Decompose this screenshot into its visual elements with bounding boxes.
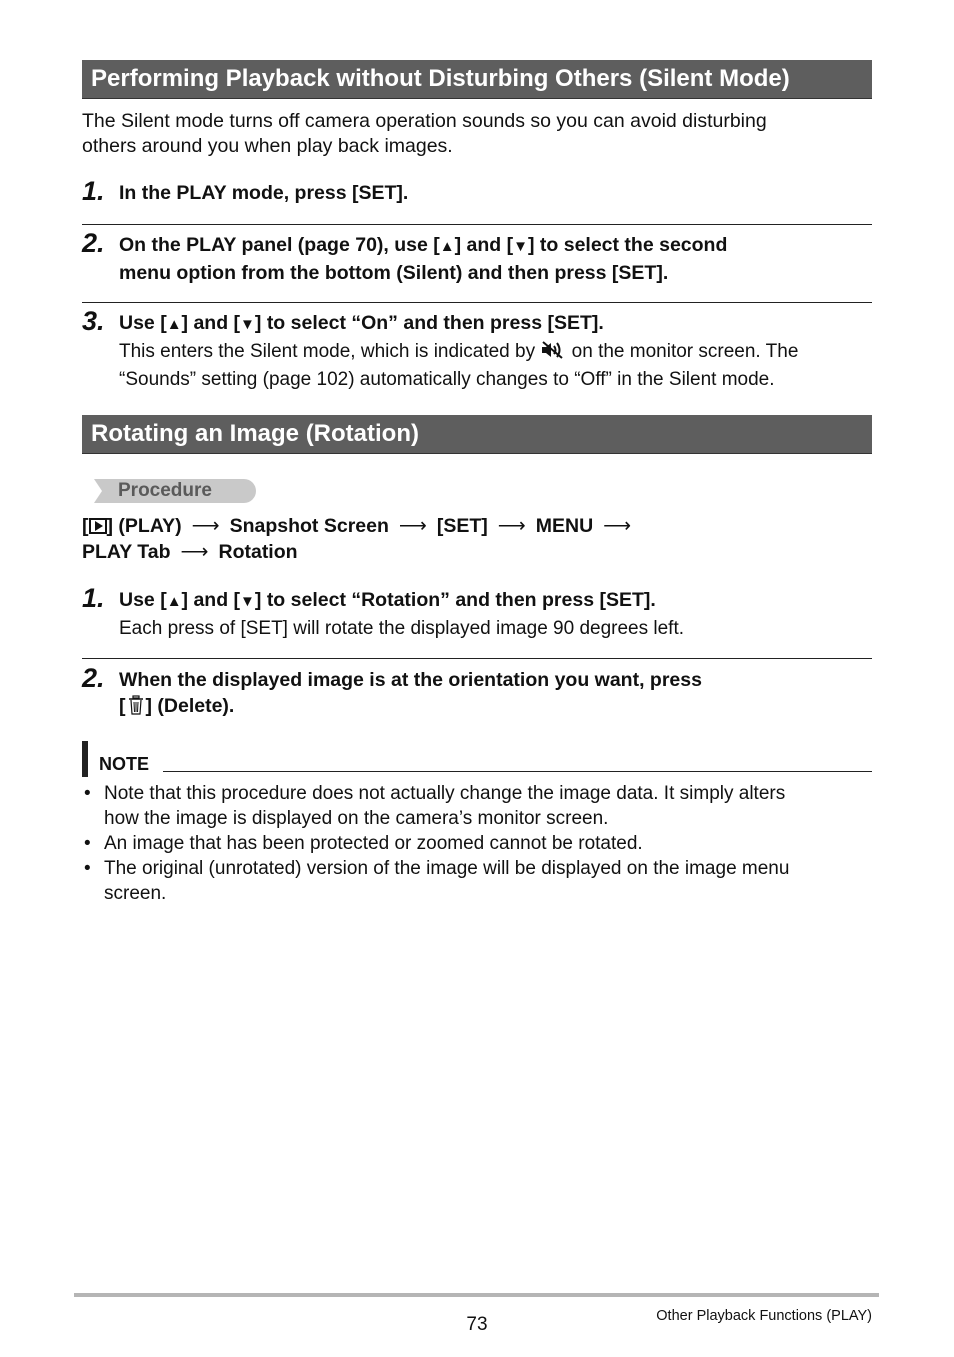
step-text-part: ] to select “Rotation” and then press [SET]. [254, 589, 656, 611]
procedure-tag [84, 479, 256, 503]
step-sub-part: “Sounds” setting (page 102) automatically changes to “Off” in the Silent mode. [119, 369, 775, 390]
menu-path-part: PLAY Tab [82, 541, 171, 563]
menu-path-part: [SET] [436, 515, 488, 537]
step-sub-part: This enters the Silent mode, which is indicated by [119, 341, 541, 362]
step-text [119, 587, 872, 615]
step-text-part: ] and [ [454, 234, 514, 256]
down-arrow-icon: ▼ [240, 316, 255, 333]
up-arrow-icon: ▲ [166, 593, 182, 610]
step-description [119, 339, 872, 392]
step-text-part: ] and [ [181, 312, 241, 334]
step-text-part: ] to select “On” and then press [SET]. [254, 312, 604, 334]
step-text-part: Use [ [119, 589, 167, 611]
step-text-part: menu option from the bottom (Silent) and then press [SET]. [119, 262, 669, 284]
procedure-tag-notch [84, 479, 94, 503]
right-arrow-icon: ⟶ [180, 541, 209, 563]
step-text-part: ] (Delete). [145, 695, 235, 717]
menu-path-part: Rotation [218, 541, 298, 563]
menu-path-line-2 [82, 539, 298, 565]
note-label: NOTE [99, 754, 150, 774]
bullet-icon: • [84, 783, 91, 804]
intro-paragraph [82, 109, 872, 159]
step-text [119, 310, 872, 338]
menu-path-part: [ [82, 515, 89, 537]
intro-line: The Silent mode turns off camera operation sounds so you can avoid disturbing [82, 110, 767, 132]
right-arrow-icon: ⟶ [191, 515, 220, 537]
menu-path-part: MENU [535, 515, 594, 537]
right-arrow-icon: ⟶ [398, 515, 427, 537]
step-number: 1. [82, 583, 105, 613]
silent-mode-icon [540, 340, 566, 367]
up-arrow-icon: ▲ [439, 238, 455, 255]
up-arrow-icon: ▲ [166, 316, 182, 333]
right-arrow-icon: ⟶ [497, 515, 526, 537]
step-divider [82, 224, 872, 225]
menu-path-line-1 [82, 513, 641, 539]
step-text: In the PLAY mode, press [SET]. [119, 182, 409, 204]
bullet-icon: • [84, 833, 91, 854]
note-marker [82, 741, 88, 777]
step-number: 3. [82, 306, 105, 336]
step-text-part: On the PLAY panel (page 70), use [ [119, 234, 440, 256]
note-line: The original (unrotated) version of the image will be displayed on the image menu [104, 858, 790, 879]
step-text [119, 232, 872, 286]
menu-path-part: ] (PLAY) [106, 515, 182, 537]
note-line: An image that has been protected or zoomed cannot be rotated. [104, 833, 643, 854]
page-number: 73 [466, 1314, 488, 1335]
step-text-part: Use [ [119, 312, 167, 334]
step-text-part: When the displayed image is at the orientation you want, press [119, 669, 702, 691]
step-text-part: [ [119, 695, 126, 717]
right-arrow-icon: ⟶ [603, 515, 632, 537]
step-description: Each press of [SET] will rotate the displayed image 90 degrees left. [119, 618, 685, 639]
trash-icon [126, 695, 146, 722]
note-rule [163, 771, 872, 772]
step-sub-part: on the monitor screen. The [566, 341, 799, 362]
section-heading-silent-mode: Performing Playback without Disturbing Others (Silent Mode) [82, 60, 872, 99]
note-line: how the image is displayed on the camera’s monitor screen. [104, 808, 609, 829]
step-text [119, 667, 872, 722]
step-text-part: ] and [ [181, 589, 241, 611]
intro-line: others around you when play back images. [82, 135, 453, 157]
note-line: Note that this procedure does not actually change the image data. It simply alters [104, 783, 786, 804]
bullet-icon: • [84, 858, 91, 879]
note-line: screen. [104, 883, 167, 904]
footer-rule [74, 1293, 879, 1297]
step-divider [82, 302, 872, 303]
down-arrow-icon: ▼ [513, 238, 528, 255]
procedure-tag-chevron [94, 479, 102, 503]
note-item-text [104, 781, 874, 831]
step-divider [82, 658, 872, 659]
play-button-icon [89, 518, 107, 534]
step-number: 2. [82, 663, 105, 693]
down-arrow-icon: ▼ [240, 593, 255, 610]
step-text-part: ] to select the second [527, 234, 728, 256]
step-number: 1. [82, 176, 105, 206]
footer-section-title: Other Playback Functions (PLAY) [656, 1308, 872, 1324]
section-heading-rotation: Rotating an Image (Rotation) [82, 415, 872, 454]
note-item-text [104, 831, 874, 856]
step-number: 2. [82, 228, 105, 258]
menu-path-part: Snapshot Screen [229, 515, 389, 537]
procedure-label: Procedure [118, 480, 212, 501]
note-item-text [104, 856, 874, 906]
